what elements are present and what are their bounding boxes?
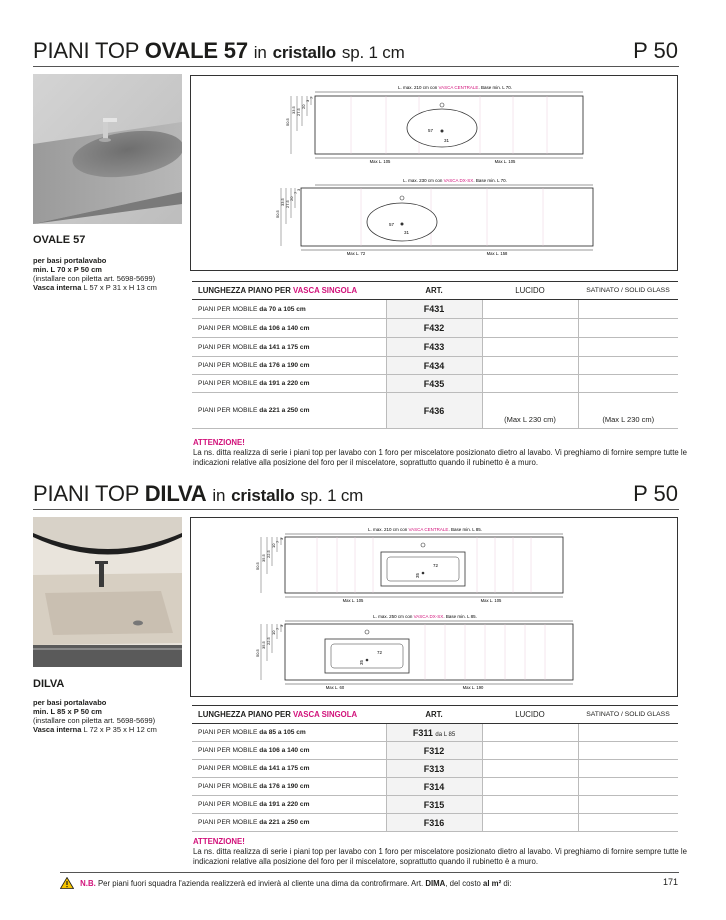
- dim-value: 50.5: [285, 118, 290, 126]
- table-row: [192, 796, 678, 814]
- basin-depth: 35: [415, 572, 420, 578]
- price-lucido: [482, 357, 578, 375]
- title-thickness: sp. 1 cm: [300, 486, 364, 505]
- article-code: [386, 778, 482, 796]
- dim-value: 50.5: [255, 649, 260, 657]
- col-header-lucido: LUCIDO: [482, 706, 578, 724]
- row-range: da 176 a 190 cm: [259, 362, 310, 369]
- desc-line: (installare con piletta art. 5698-5699): [33, 274, 156, 283]
- article-code: [386, 375, 482, 393]
- row-label: [192, 319, 386, 338]
- dim-value: 22.5: [266, 637, 271, 645]
- article-code: [386, 300, 482, 319]
- desc-line: min. L 70 x P 50 cm: [33, 265, 102, 274]
- title-rule: [33, 66, 679, 67]
- dim-value: 3: [305, 99, 310, 102]
- desc-label: Vasca interna: [33, 283, 82, 292]
- price-satinato: [578, 300, 678, 319]
- row-label: [192, 724, 386, 742]
- title-material: cristallo: [231, 486, 295, 505]
- desc-value: L 57 x P 31 x H 13 cm: [83, 283, 157, 292]
- article-code-text: F313: [423, 763, 445, 774]
- row-label-text: PIANI PER MOBILE: [198, 801, 258, 808]
- table-header: [192, 706, 678, 724]
- article-code: [386, 319, 482, 338]
- title-in: in: [212, 486, 226, 505]
- row-range: da 106 a 140 cm: [259, 324, 310, 332]
- price-table-dilva: [192, 705, 678, 832]
- row-label-text: PIANI PER MOBILE: [198, 729, 258, 736]
- article-code: [386, 796, 482, 814]
- row-label-text: PIANI PER MOBILE: [198, 343, 258, 351]
- row-range: da 191 a 220 cm: [259, 801, 310, 808]
- row-label-text: PIANI PER MOBILE: [198, 407, 258, 414]
- article-note: da L 85: [435, 731, 456, 738]
- row-range: da 221 a 250 cm: [259, 819, 310, 826]
- article-code-text: F435: [423, 378, 445, 389]
- article-code-text: F315: [423, 799, 445, 810]
- dim-value: 33.5: [280, 198, 285, 206]
- price-lucido: [482, 375, 578, 393]
- dim-value: 20: [301, 104, 306, 109]
- product-desc-ovale: [33, 256, 193, 292]
- price-satinato: [578, 778, 678, 796]
- dim-value: 7: [275, 540, 280, 543]
- dim-value: 3: [296, 188, 301, 191]
- row-label: [192, 300, 386, 319]
- dim-note-bottom: L. max. 250 cm con VASCA DX-SX. Base min. L 85.: [373, 614, 477, 619]
- price-satinato: [578, 796, 678, 814]
- dim-value: 27.5: [285, 200, 290, 208]
- table-row: [192, 724, 678, 742]
- article-code: [386, 742, 482, 760]
- title-in: in: [253, 43, 267, 62]
- product-name-ovale: OVALE 57: [33, 234, 86, 246]
- table-row: [192, 300, 678, 319]
- section-title-ovale: [33, 38, 405, 64]
- dim-value: 10: [271, 630, 276, 635]
- drawing-svg-ovale: [191, 76, 677, 270]
- basin-depth: 31: [444, 138, 450, 143]
- footer-note: [60, 877, 680, 891]
- dim-note-bottom: L. max. 230 cm con VASCA DX-SX. Base min. L 70.: [403, 178, 507, 183]
- section-title-dilva: [33, 481, 363, 507]
- dim-value: 20: [289, 196, 294, 201]
- price-code-ovale: P 50: [633, 38, 678, 63]
- table-row: [192, 814, 678, 832]
- attention-title: ATTENZIONE!: [193, 837, 245, 846]
- attention-text: La ns. ditta realizza di serie i piani top per lavabo con 1 foro per miscelatore posizionato dietro al lavabo. Vi preghiamo di fornire sempre tutte le indicazioni relative alla posizione del foro per il miscelatore, soprattutto quando il rubinetto è a muro.: [193, 448, 687, 467]
- row-label: [192, 796, 386, 814]
- dim-value: 22.5: [266, 550, 271, 558]
- col-header-satinato: SATINATO / SOLID GLASS: [578, 282, 678, 300]
- price-lucido: [482, 724, 578, 742]
- row-label: [192, 742, 386, 760]
- dim-max-left: Max L. 72: [346, 251, 366, 256]
- table-row: [192, 357, 678, 375]
- price-satinato: [578, 319, 678, 338]
- dim-max-left: Max L. 105: [369, 159, 391, 164]
- basin-width: 72: [377, 650, 383, 655]
- footer-text: di:: [503, 879, 512, 889]
- dim-max-left: Max L. 105: [342, 598, 364, 603]
- attention-text: La ns. ditta realizza di serie i piani top per lavabo con 1 foro per miscelatore posizionato dietro al lavabo. Vi preghiamo di fornire sempre tutte le indicazioni relative alla posizione del foro per il miscelatore, soprattutto quando il rubinetto è a muro.: [193, 847, 687, 866]
- price-lucido: [482, 338, 578, 357]
- row-label-text: PIANI PER MOBILE: [198, 783, 258, 790]
- row-label: [192, 393, 386, 429]
- article-code-text: F431: [423, 304, 445, 314]
- price-satinato: [578, 814, 678, 832]
- basin-width: 57: [428, 128, 434, 133]
- basin-width: 72: [433, 563, 439, 568]
- table-row: [192, 760, 678, 778]
- row-label-text: PIANI PER MOBILE: [198, 819, 258, 826]
- dim-value: 7: [275, 627, 280, 630]
- dim-max-right: Max L. 105: [480, 598, 502, 603]
- dim-value: 33.5: [291, 106, 296, 114]
- article-code-text: F311: [412, 727, 433, 738]
- price-lucido: [482, 796, 578, 814]
- footer-text: , del costo: [445, 879, 481, 889]
- footer-rule: [60, 872, 679, 873]
- title-rule: [33, 509, 679, 510]
- title-thickness: sp. 1 cm: [341, 43, 405, 62]
- col-header-lucido: LUCIDO: [482, 282, 578, 300]
- footer-text: Per piani fuori squadra l'azienda realizzerà ed invierà al cliente una dima da controfirmare. Art.: [97, 879, 424, 889]
- price-table-ovale: [192, 281, 678, 429]
- dim-value: 10: [271, 543, 276, 548]
- dim-value: 35.5: [261, 641, 266, 649]
- dim-note-top: L. max. 210 cm con VASCA CENTRALE. Base min. L 85.: [367, 527, 483, 532]
- row-range: da 70 a 105 cm: [259, 305, 306, 313]
- price-satinato: [578, 357, 678, 375]
- dim-value: 50.5: [255, 562, 260, 570]
- row-range: da 221 a 250 cm: [259, 407, 310, 414]
- col-header-length: LUNGHEZZA PIANO PER VASCA SINGOLA: [192, 706, 386, 724]
- dim-value: 35.5: [261, 554, 266, 562]
- article-code: [386, 357, 482, 375]
- dim-max-right: Max L. 158: [486, 251, 508, 256]
- desc-line: per basi portalavabo: [33, 256, 107, 265]
- price-code-dilva: P 50: [633, 481, 678, 506]
- article-code-text: F436: [423, 405, 445, 416]
- article-code-text: F432: [423, 323, 445, 333]
- row-label: [192, 357, 386, 375]
- row-label-text: PIANI PER MOBILE: [198, 380, 258, 387]
- row-label: [192, 778, 386, 796]
- table-row: [192, 375, 678, 393]
- dim-max-right: Max L. 190: [462, 685, 484, 690]
- desc-line: min. L 85 x P 50 cm: [33, 707, 102, 716]
- dim-max-right: Max L. 105: [494, 159, 516, 164]
- row-label: [192, 814, 386, 832]
- technical-drawing-dilva: [190, 517, 678, 697]
- row-range: da 106 a 140 cm: [259, 747, 310, 754]
- row-range: da 191 a 220 cm: [259, 380, 310, 387]
- warning-icon: [60, 877, 74, 891]
- row-label-text: PIANI PER MOBILE: [198, 765, 258, 772]
- page-number: 171: [662, 877, 678, 887]
- table-row: [192, 319, 678, 338]
- attention-note-ovale: [193, 438, 693, 468]
- row-label: [192, 338, 386, 357]
- price-lucido: [482, 319, 578, 338]
- row-range: da 141 a 175 cm: [259, 765, 310, 772]
- article-code: [386, 724, 482, 742]
- dim-value: 50.5: [275, 210, 280, 218]
- article-code: [386, 338, 482, 357]
- row-range: da 85 a 105 cm: [259, 729, 306, 736]
- row-label: [192, 760, 386, 778]
- row-range: da 176 a 190 cm: [259, 783, 310, 790]
- price-lucido: [482, 300, 578, 319]
- price-satinato: [578, 724, 678, 742]
- row-label-text: PIANI PER MOBILE: [198, 747, 258, 754]
- col-header-art: ART.: [386, 282, 482, 300]
- table-row: [192, 338, 678, 357]
- row-label-text: PIANI PER MOBILE: [198, 324, 258, 332]
- article-code-text: F434: [423, 360, 445, 371]
- table-header: [192, 282, 678, 300]
- product-name-dilva: DILVA: [33, 678, 65, 690]
- article-code-text: F314: [423, 781, 445, 792]
- row-label: [192, 375, 386, 393]
- col-header-art: ART.: [386, 706, 482, 724]
- dim-value: 7: [293, 191, 298, 194]
- footer-unit: al m²: [483, 879, 502, 889]
- row-label-text: PIANI PER MOBILE: [198, 305, 258, 313]
- row-label-text: PIANI PER MOBILE: [198, 362, 258, 369]
- dim-value: 3: [279, 624, 284, 627]
- col-header-satinato: SATINATO / SOLID GLASS: [578, 706, 678, 724]
- product-photo-dilva: [33, 517, 182, 667]
- title-prefix: PIANI TOP: [33, 38, 139, 63]
- title-prefix: PIANI TOP: [33, 481, 139, 506]
- price-satinato: [578, 760, 678, 778]
- drawing-svg-dilva: [191, 518, 677, 696]
- price-satinato: [578, 742, 678, 760]
- bottom-plan-outline: [301, 188, 593, 246]
- desc-label: Vasca interna: [33, 725, 82, 734]
- table-row: [192, 393, 678, 429]
- title-product: OVALE 57: [144, 38, 248, 63]
- basin-depth: 35: [359, 659, 364, 665]
- footer-nb: N.B.: [80, 879, 96, 889]
- desc-line: (installare con piletta art. 5698-5699): [33, 716, 156, 725]
- article-code-text: F433: [423, 342, 445, 352]
- basin-outline: [367, 203, 437, 241]
- title-material: cristallo: [272, 43, 336, 62]
- col-header-length: LUNGHEZZA PIANO PER VASCA SINGOLA: [192, 282, 386, 300]
- dim-value: 7: [309, 96, 314, 99]
- title-product: DILVA: [144, 481, 207, 506]
- article-code-text: F312: [423, 745, 445, 756]
- price-lucido: [482, 778, 578, 796]
- article-code: [386, 814, 482, 832]
- dim-note-top: L. max. 210 cm con VASCA CENTRALE. Base min. L 70.: [397, 85, 513, 90]
- attention-note-dilva: [193, 837, 693, 867]
- table-row: [192, 778, 678, 796]
- price-satinato: [578, 338, 678, 357]
- price-lucido: [482, 760, 578, 778]
- footer-dima: DIMA: [425, 879, 446, 889]
- basin-outline: [407, 109, 477, 147]
- dim-value: 3: [279, 537, 284, 540]
- product-desc-dilva: [33, 698, 193, 734]
- basin-depth: 31: [404, 230, 410, 235]
- price-satinato: (Max L 230 cm): [578, 393, 678, 429]
- desc-value: L 72 x P 35 x H 12 cm: [83, 725, 157, 734]
- desc-line: per basi portalavabo: [33, 698, 107, 707]
- row-range: da 141 a 175 cm: [259, 343, 310, 351]
- table-row: [192, 742, 678, 760]
- basin-width: 57: [389, 222, 395, 227]
- price-satinato: [578, 375, 678, 393]
- technical-drawing-ovale: [190, 75, 678, 271]
- article-code-text: F316: [423, 817, 445, 828]
- article-code: [386, 393, 482, 429]
- dim-value: 27.5: [296, 108, 301, 116]
- price-lucido: (Max L 230 cm): [482, 393, 578, 429]
- product-photo-ovale: [33, 74, 182, 224]
- attention-title: ATTENZIONE!: [193, 438, 245, 447]
- price-lucido: [482, 814, 578, 832]
- article-code: [386, 760, 482, 778]
- price-lucido: [482, 742, 578, 760]
- dim-max-left: Max L. 60: [325, 685, 345, 690]
